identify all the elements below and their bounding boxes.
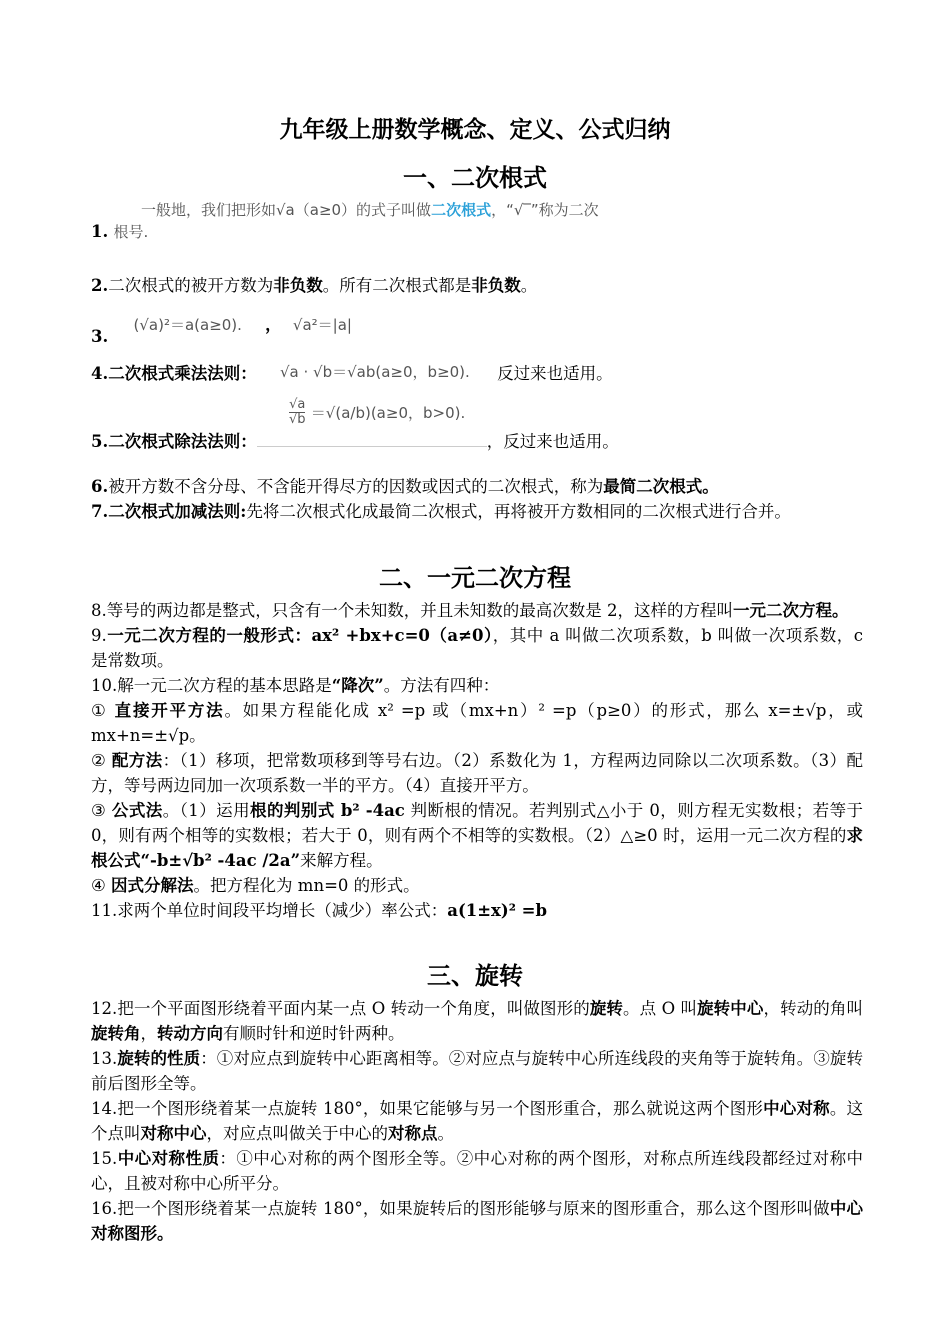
item-10 (91, 673, 863, 698)
bold-text: 一元二次方程。 (733, 601, 849, 620)
text: 有顺时针和逆时针两种。 (223, 1024, 405, 1043)
bold-text: 因式分解法 (111, 876, 194, 895)
rule-label: 4.二次根式乘法法则： (91, 364, 257, 383)
bold-text: 旋转的性质 (117, 1049, 201, 1068)
item-14 (91, 1096, 863, 1146)
item-number: 3. (91, 327, 109, 346)
item-6 (91, 474, 863, 499)
image-text: 根号. (113, 222, 149, 241)
item-8 (91, 598, 863, 623)
item-9 (91, 623, 863, 673)
numerator: √a (289, 397, 306, 412)
text: 。所有二次根式都是 (322, 276, 472, 295)
text: ：（1）移项，把常数项移到等号右边。（2）系数化为 1，方程两边同除以二次项系数。（3）配方，等号两边同加一次项系数一半的平方。（4）直接开平方。 (91, 751, 863, 795)
text: 15. (91, 1149, 118, 1168)
item-5 (91, 398, 863, 453)
text: ，对应点叫做关于中心的 (206, 1124, 388, 1143)
bold-text: 对称点 (388, 1124, 438, 1143)
method-3 (91, 798, 863, 873)
text: 被开方数不含分母、不含能开得尽方的因数或因式的二次根式，称为 (108, 477, 604, 496)
section-heading-3: 三、旋转 (427, 962, 523, 990)
text: 。如果方程能化成 x² =p 或（mx+n）² =p（p≥0）的形式，那么 x=±√p，或 mx+n=±√p。 (91, 701, 864, 745)
item-11 (91, 898, 863, 923)
text: ，其中 a 叫做二次项系数，b 叫做一次项系数，c 是常数项。 (91, 626, 864, 670)
text: 。方法有四种： (383, 676, 500, 695)
bold-text: 中心对称 (763, 1099, 830, 1118)
item-7 (91, 499, 863, 524)
text: 。点 O 叫 (623, 999, 698, 1018)
bold-text: 中心对称性质 (117, 1149, 220, 1168)
text: ③ (91, 801, 112, 820)
section-heading-2: 二、一元二次方程 (379, 564, 571, 592)
section-heading-1: 一、二次根式 (403, 164, 547, 192)
bold-text: 公式法 (111, 801, 163, 820)
item-16 (91, 1196, 863, 1246)
text: ，反过来也适用。 (486, 432, 619, 451)
bold-text: 配方法 (111, 751, 163, 770)
text: ④ (91, 876, 112, 895)
text: 11.求两个单位时间段平均增长（减少）率公式： (91, 901, 448, 920)
text: 。 (437, 1124, 454, 1143)
bold-text: 求根公式“-b±√b² -4ac /2a” (91, 826, 863, 870)
text: 14.把一个图形绕着某一点旋转 180°，如果它能够与另一个图形重合，那么就说这两个图形 (91, 1099, 764, 1118)
section-2-body (91, 598, 863, 923)
method-4 (91, 873, 863, 898)
bold-text: 非负数 (471, 276, 521, 295)
bold-text: 旋转中心 (697, 999, 764, 1018)
bold-text: 根的判别式 b² -4ac (250, 801, 405, 820)
text: ① (91, 701, 115, 720)
item-12 (91, 996, 863, 1046)
text: ：①对应点到旋转中心距离相等。②对应点与旋转中心所连线段的夹角等于旋转角。③旋转前后图形全等。 (91, 1049, 864, 1093)
formula-image (91, 398, 863, 427)
text: 判断根的情况。若判别式△小于 0，则方程无实数根；若等于 0，则有两个相等的实数根；若大于 0，则有两个不相等的实数根。（2）△≥0 时，运用一元二次方程的 (91, 801, 864, 845)
text: 来解方程。 (300, 851, 383, 870)
item-2 (91, 273, 863, 298)
section-3-body (91, 996, 863, 1246)
text: ， (140, 1024, 157, 1043)
denominator: √b (289, 412, 306, 427)
method-2 (91, 748, 863, 798)
separator: ， (265, 315, 282, 334)
image-highlight: 二次根式 (431, 200, 492, 219)
formula-image: √a²＝|a| (292, 316, 352, 334)
item-number: 6. (91, 477, 109, 496)
image-text: ，“√‾”称为二次 (491, 200, 599, 219)
text: 9. (91, 626, 107, 645)
item-1 (91, 198, 863, 243)
bold-text: 非负数 (273, 276, 323, 295)
bold-text: 中心对称图形。 (91, 1199, 864, 1243)
item-number: 1. (91, 221, 109, 241)
item-1-image (91, 198, 863, 221)
text: 8.等号的两边都是整式，只含有一个未知数，并且未知数的最高次数是 2，这样的方程叫 (91, 601, 733, 620)
text: 12.把一个平面图形绕着平面内某一点 O 转动一个角度，叫做图形的 (91, 999, 590, 1018)
item-4 (91, 360, 863, 386)
item-number: 2. (91, 276, 109, 295)
fraction (289, 398, 306, 427)
bold-text: 旋转 (589, 999, 624, 1018)
rule-label: 7.二次根式加减法则: (91, 502, 247, 521)
bold-text: 转动方向 (157, 1024, 223, 1043)
item-15 (91, 1146, 863, 1196)
text: 。 (520, 276, 538, 295)
item-13 (91, 1046, 863, 1096)
text: 10.解一元二次方程的基本思路是 (91, 676, 332, 695)
bold-text: 一元二次方程的一般形式：ax² +bx+c=0（a≠0） (106, 626, 493, 645)
bold-text: 旋转角 (91, 1024, 141, 1043)
text: 先将二次根式化成最简二次根式，再将被开方数相同的二次根式进行合并。 (246, 502, 791, 521)
text: ② (91, 751, 112, 770)
text: 反过来也适用。 (497, 364, 613, 383)
method-1 (91, 698, 863, 748)
bold-text: 最简二次根式。 (603, 477, 719, 496)
image-text: 一般地，我们把形如√a（a≥0）的式子叫做 (141, 200, 432, 219)
rule-label: 5.二次根式除法法则： (91, 432, 257, 451)
document-title: 九年级上册数学概念、定义、公式归纳 (279, 117, 671, 143)
formula-image: (√a)²＝a(a≥0). (133, 316, 242, 334)
item-3 (91, 312, 863, 349)
image-baseline (257, 446, 487, 447)
text: 二次根式的被开方数为 (108, 276, 274, 295)
formula-image: √a · √b＝√ab(a≥0，b≥0). (279, 363, 470, 381)
text: ，转动的角叫 (763, 999, 864, 1018)
text: 。这个点叫 (91, 1099, 864, 1143)
bold-text: a(1±x)² =b (447, 901, 548, 920)
bold-text: 对称中心 (140, 1124, 207, 1143)
text: 。把方程化为 mn=0 的形式。 (193, 876, 420, 895)
bold-text: “降次” (331, 676, 384, 695)
text: 16.把一个图形绕着某一点旋转 180°，如果旋转后的图形能够与原来的图形重合，那么这个图形叫做 (91, 1199, 830, 1218)
text: 13. (91, 1049, 118, 1068)
text: ：①中心对称的两个图形全等。②中心对称的两个图形，对称点所连线段都经过对称中心，且被对称中心所平分。 (91, 1149, 864, 1193)
formula-text: ＝√(a/b)(a≥0，b>0). (310, 403, 466, 422)
text: 。（1）运用 (162, 801, 251, 820)
bold-text: 直接开平方法 (114, 701, 225, 720)
